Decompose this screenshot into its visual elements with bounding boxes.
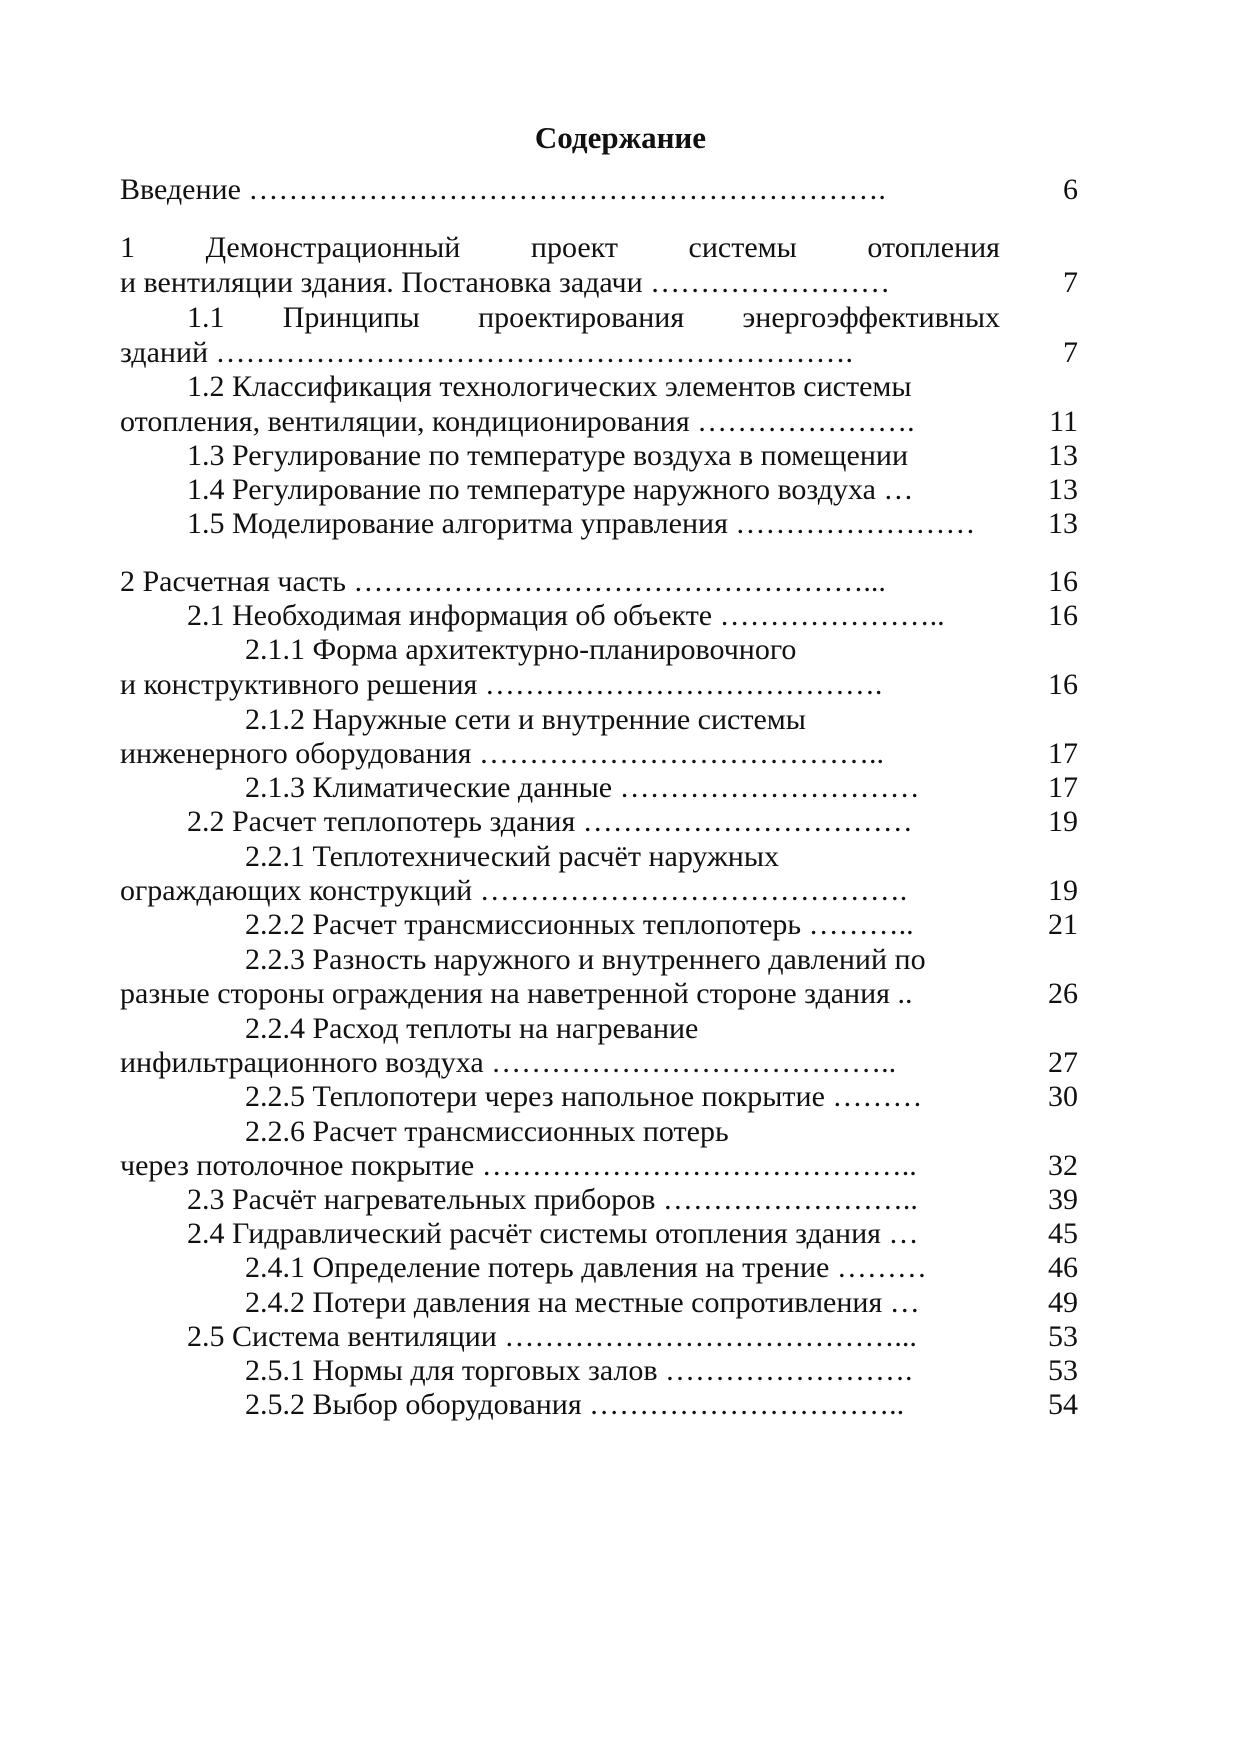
toc-page-number: 19 bbox=[1048, 874, 1078, 907]
toc-entry-line: 1.4 Регулирование по температуре наружного воздуха … bbox=[187, 473, 914, 506]
page-title: Содержание bbox=[534, 120, 707, 155]
toc-page-number: 30 bbox=[1048, 1080, 1078, 1113]
toc-page-number: 45 bbox=[1048, 1217, 1078, 1250]
toc-entry-line: 2 Расчетная часть ……………………………………………... bbox=[120, 565, 886, 598]
toc-page-number: 26 bbox=[1048, 977, 1078, 1010]
toc-entry-line: 2.2.3 Разность наружного и внутреннего давлений по bbox=[245, 943, 926, 976]
toc-entry-line: разные стороны ограждения на наветренной стороне здания .. bbox=[120, 977, 913, 1010]
toc-entry-word: проектирования bbox=[478, 301, 685, 334]
toc-entry-line: через потолочное покрытие …………………………………….. bbox=[120, 1149, 917, 1182]
toc-page-number: 49 bbox=[1048, 1286, 1078, 1319]
toc-entry-line: 2.2.5 Теплопотери через напольное покрытие ……… bbox=[245, 1080, 923, 1113]
toc-entry-line: 2.5.1 Нормы для торговых залов ……………………. bbox=[245, 1354, 913, 1387]
toc-entry-line: 2.1.2 Наружные сети и внутренние системы bbox=[245, 703, 806, 736]
toc-page-number: 54 bbox=[1048, 1388, 1078, 1421]
toc-entry-line: 2.2.6 Расчет трансмиссионных потерь bbox=[245, 1115, 729, 1148]
toc-entry-line: 2.4.2 Потери давления на местные сопротивления … bbox=[245, 1286, 920, 1319]
toc-entry-line: 2.5.2 Выбор оборудования ………………………….. bbox=[245, 1388, 905, 1421]
toc-page-number: 53 bbox=[1048, 1354, 1078, 1387]
toc-page-number: 32 bbox=[1048, 1149, 1078, 1182]
toc-entry-line: и вентиляции здания. Постановка задачи …………………… bbox=[120, 266, 891, 299]
toc-page-number: 16 bbox=[1048, 565, 1078, 598]
toc-entry-line: 2.2.4 Расход теплоты на нагревание bbox=[245, 1012, 699, 1045]
toc-page-number: 13 bbox=[1048, 507, 1078, 540]
toc-entry-line: 2.3 Расчёт нагревательных приборов …………………….. bbox=[187, 1183, 918, 1216]
toc-entry-word: 1 bbox=[120, 231, 135, 264]
toc-entry-line: 2.2.1 Теплотехнический расчёт наружных bbox=[245, 840, 779, 873]
toc-page-number: 6 bbox=[1063, 173, 1078, 206]
toc-entry-line: ограждающих конструкций ……………………………………. bbox=[120, 874, 908, 907]
toc-page-number: 16 bbox=[1048, 599, 1078, 632]
toc-entry-line bbox=[187, 299, 1000, 337]
toc-entry-line: 2.4 Гидравлический расчёт системы отопления здания … bbox=[187, 1217, 919, 1250]
toc-page-number: 17 bbox=[1048, 771, 1078, 804]
toc-entry-line: 2.2 Расчет теплопотерь здания …………………………… bbox=[187, 805, 913, 838]
toc-entry-line: 2.1 Необходимая информация об объекте ………………….. bbox=[187, 599, 945, 632]
toc-page-number: 16 bbox=[1048, 668, 1078, 701]
toc-page-number: 17 bbox=[1048, 737, 1078, 770]
toc-entry-word: энергоэффективных bbox=[742, 301, 1000, 334]
toc-entry-word: 1.1 bbox=[187, 301, 225, 334]
toc-page-number: 13 bbox=[1048, 439, 1078, 472]
toc-entry-line: 1.2 Классификация технологических элементов системы bbox=[187, 370, 912, 403]
toc-page-number: 27 bbox=[1048, 1046, 1078, 1079]
toc-entry-line: 2.2.2 Расчет трансмиссионных теплопотерь ……….. bbox=[245, 908, 914, 941]
toc-entry-line: 1.3 Регулирование по температуре воздуха в помещении bbox=[187, 439, 909, 472]
toc-entry-line: 2.1.1 Форма архитектурно-планировочного bbox=[245, 633, 797, 666]
toc-page-number: 7 bbox=[1063, 336, 1078, 369]
toc-page-number: 13 bbox=[1048, 473, 1078, 506]
toc-entry-line: зданий ………………………………………………………. bbox=[120, 336, 854, 369]
toc-entry-line: отопления, вентиляции, кондиционирования …………………. bbox=[120, 405, 915, 438]
toc-entry-line: 2.1.3 Климатические данные ………………………… bbox=[245, 771, 920, 804]
toc-entry-line: 2.5 Система вентиляции …………………………………... bbox=[187, 1320, 917, 1353]
toc-entry-word: отопления bbox=[867, 231, 1000, 264]
toc-entry-word: системы bbox=[688, 231, 797, 264]
toc-entry-line: инфильтрационного воздуха ………………………………….. bbox=[120, 1046, 897, 1079]
toc-entry-line: инженерного оборудования ………………………………….. bbox=[120, 737, 884, 770]
toc-entry-word: проект bbox=[530, 231, 618, 264]
toc-entry-line bbox=[120, 229, 1000, 267]
toc-entry-line: 2.4.1 Определение потерь давления на трение ……… bbox=[245, 1251, 927, 1284]
toc-page-number: 19 bbox=[1048, 805, 1078, 838]
toc-page-number: 39 bbox=[1048, 1183, 1078, 1216]
toc-page-number: 7 bbox=[1063, 266, 1078, 299]
toc-entry-word: Демонстрационный bbox=[205, 231, 461, 264]
toc-entry-word: Принципы bbox=[282, 301, 420, 334]
toc-page-number: 53 bbox=[1048, 1320, 1078, 1353]
toc-entry-line: 1.5 Моделирование алгоритма управления …………………… bbox=[187, 507, 976, 540]
toc-page-number: 11 bbox=[1049, 405, 1078, 438]
toc-page-number: 21 bbox=[1048, 908, 1078, 941]
toc-entry-line: Введение ………………………………………………………. bbox=[120, 173, 886, 206]
toc-page-number: 46 bbox=[1048, 1251, 1078, 1284]
toc-entry-line: и конструктивного решения …………………………………. bbox=[120, 668, 883, 701]
